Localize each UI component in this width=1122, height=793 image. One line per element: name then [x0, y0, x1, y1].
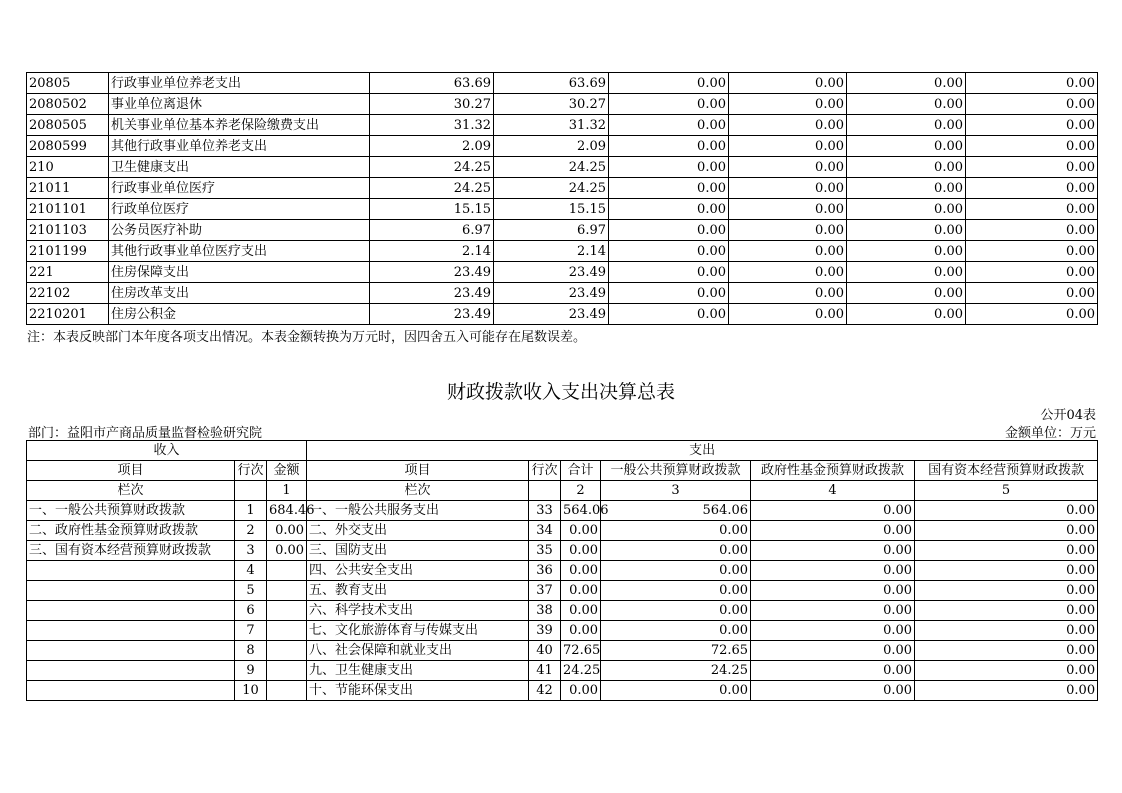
- empty-cell: [235, 481, 267, 501]
- amount-cell: 24.25: [370, 157, 494, 178]
- general-budget-cell: 0.00: [601, 601, 751, 621]
- total-cell: 0.00: [561, 541, 601, 561]
- total-cell: 0.00: [561, 681, 601, 701]
- header-row-3: [27, 481, 1098, 501]
- income-amount-cell: [267, 581, 307, 601]
- code-cell: 22102: [27, 283, 109, 304]
- amount-cell: 0.00: [966, 178, 1098, 199]
- income-row-no-cell: 5: [235, 581, 267, 601]
- amount-cell: 0.00: [847, 199, 966, 220]
- table-row: [27, 501, 1098, 521]
- state-capital-cell: 0.00: [915, 641, 1098, 661]
- table-row: [27, 241, 1098, 262]
- expense-row-no-cell: 40: [529, 641, 561, 661]
- total-cell: 0.00: [561, 581, 601, 601]
- amount-cell: 0.00: [729, 220, 847, 241]
- state-capital-cell: 0.00: [915, 501, 1098, 521]
- state-capital-cell: 0.00: [915, 661, 1098, 681]
- expense-row-no-cell: 35: [529, 541, 561, 561]
- amount-cell: 0.00: [729, 115, 847, 136]
- code-cell: 21011: [27, 178, 109, 199]
- income-header: 收入: [27, 441, 307, 461]
- income-amount-header: 金额: [267, 461, 307, 481]
- amount-cell: 0.00: [847, 136, 966, 157]
- income-item-cell: [27, 681, 235, 701]
- table-row: [27, 262, 1098, 283]
- state-capital-cell: 0.00: [915, 521, 1098, 541]
- index-1: 1: [267, 481, 307, 501]
- code-cell: 2101101: [27, 199, 109, 220]
- general-budget-cell: 0.00: [601, 521, 751, 541]
- expense-row-no-cell: 34: [529, 521, 561, 541]
- state-capital-cell: 0.00: [915, 621, 1098, 641]
- name-cell: 公务员医疗补助: [109, 220, 370, 241]
- state-capital-cell: 0.00: [915, 541, 1098, 561]
- state-capital-header: 国有资本经营预算财政拨款: [915, 461, 1098, 481]
- expense-row-no-cell: 36: [529, 561, 561, 581]
- general-budget-cell: 564.06: [601, 501, 751, 521]
- table-row: [27, 73, 1098, 94]
- table-row: [27, 199, 1098, 220]
- table-row: [27, 304, 1098, 325]
- amount-cell: 0.00: [609, 157, 729, 178]
- name-cell: 卫生健康支出: [109, 157, 370, 178]
- expense-item-cell: 十、节能环保支出: [307, 681, 529, 701]
- amount-cell: 0.00: [609, 304, 729, 325]
- general-budget-cell: 72.65: [601, 641, 751, 661]
- amount-cell: 0.00: [847, 220, 966, 241]
- amount-cell: 6.97: [370, 220, 494, 241]
- name-cell: 住房改革支出: [109, 283, 370, 304]
- amount-cell: 23.49: [370, 304, 494, 325]
- income-row-no-header: 行次: [235, 461, 267, 481]
- general-budget-cell: 0.00: [601, 621, 751, 641]
- gov-fund-cell: 0.00: [751, 601, 915, 621]
- amount-cell: 24.25: [494, 178, 609, 199]
- amount-cell: 30.27: [370, 94, 494, 115]
- income-row-no-cell: 3: [235, 541, 267, 561]
- table-row: [27, 681, 1098, 701]
- amount-cell: 0.00: [966, 157, 1098, 178]
- total-cell: 0.00: [561, 521, 601, 541]
- income-amount-cell: [267, 681, 307, 701]
- income-row-no-cell: 7: [235, 621, 267, 641]
- amount-cell: 2.14: [494, 241, 609, 262]
- income-amount-cell: [267, 561, 307, 581]
- amount-cell: 0.00: [966, 262, 1098, 283]
- expense-index-label: 栏次: [307, 481, 529, 501]
- total-cell: 564.06: [561, 501, 601, 521]
- amount-cell: 0.00: [847, 157, 966, 178]
- table-row: [27, 94, 1098, 115]
- name-cell: 行政单位医疗: [109, 199, 370, 220]
- empty-cell: [529, 481, 561, 501]
- code-cell: 2080505: [27, 115, 109, 136]
- amount-cell: 23.49: [494, 283, 609, 304]
- income-amount-cell: 684.46: [267, 501, 307, 521]
- table-row: [27, 136, 1098, 157]
- amount-cell: 0.00: [729, 94, 847, 115]
- amount-cell: 0.00: [609, 115, 729, 136]
- income-item-cell: [27, 621, 235, 641]
- amount-cell: 63.69: [370, 73, 494, 94]
- table-row: [27, 220, 1098, 241]
- income-item-cell: 二、政府性基金预算财政拨款: [27, 521, 235, 541]
- income-row-no-cell: 6: [235, 601, 267, 621]
- amount-cell: 0.00: [729, 262, 847, 283]
- header-row-1: [27, 441, 1098, 461]
- gov-fund-cell: 0.00: [751, 521, 915, 541]
- total-cell: 72.65: [561, 641, 601, 661]
- expense-item-cell: 四、公共安全支出: [307, 561, 529, 581]
- amount-unit-label: 金额单位：万元: [1004, 426, 1096, 441]
- name-cell: 事业单位离退休: [109, 94, 370, 115]
- expense-detail-table: [26, 72, 1098, 325]
- amount-cell: 23.49: [494, 262, 609, 283]
- name-cell: 其他行政事业单位养老支出: [109, 136, 370, 157]
- amount-cell: 0.00: [966, 283, 1098, 304]
- expense-row-no-cell: 37: [529, 581, 561, 601]
- gov-fund-header: 政府性基金预算财政拨款: [751, 461, 915, 481]
- amount-cell: 0.00: [729, 136, 847, 157]
- general-budget-cell: 0.00: [601, 581, 751, 601]
- general-budget-cell: 0.00: [601, 561, 751, 581]
- amount-cell: 0.00: [729, 73, 847, 94]
- gov-fund-cell: 0.00: [751, 541, 915, 561]
- code-cell: 2101199: [27, 241, 109, 262]
- gov-fund-cell: 0.00: [751, 581, 915, 601]
- amount-cell: 24.25: [370, 178, 494, 199]
- income-row-no-cell: 4: [235, 561, 267, 581]
- gov-fund-cell: 0.00: [751, 501, 915, 521]
- amount-cell: 15.15: [370, 199, 494, 220]
- amount-cell: 0.00: [847, 304, 966, 325]
- name-cell: 行政事业单位养老支出: [109, 73, 370, 94]
- expense-row-no-cell: 42: [529, 681, 561, 701]
- amount-cell: 0.00: [966, 220, 1098, 241]
- amount-cell: 0.00: [609, 220, 729, 241]
- amount-cell: 63.69: [494, 73, 609, 94]
- amount-cell: 0.00: [609, 199, 729, 220]
- income-amount-cell: [267, 661, 307, 681]
- general-budget-cell: 0.00: [601, 681, 751, 701]
- state-capital-cell: 0.00: [915, 681, 1098, 701]
- name-cell: 住房公积金: [109, 304, 370, 325]
- income-item-header: 项目: [27, 461, 235, 481]
- expense-item-cell: 三、国防支出: [307, 541, 529, 561]
- index-3: 3: [601, 481, 751, 501]
- code-cell: 221: [27, 262, 109, 283]
- expense-row-no-cell: 38: [529, 601, 561, 621]
- table-row: [27, 641, 1098, 661]
- income-row-no-cell: 10: [235, 681, 267, 701]
- income-amount-cell: [267, 601, 307, 621]
- expense-item-cell: 五、教育支出: [307, 581, 529, 601]
- code-cell: 20805: [27, 73, 109, 94]
- page-title: 财政拨款收入支出决算总表: [446, 381, 675, 403]
- total-cell: 0.00: [561, 621, 601, 641]
- income-row-no-cell: 8: [235, 641, 267, 661]
- table-row: [27, 601, 1098, 621]
- expense-row-no-cell: 41: [529, 661, 561, 681]
- name-cell: 住房保障支出: [109, 262, 370, 283]
- index-2: 2: [561, 481, 601, 501]
- amount-cell: 0.00: [966, 73, 1098, 94]
- gov-fund-cell: 0.00: [751, 621, 915, 641]
- table-row: [27, 283, 1098, 304]
- form-number: 公开04表: [1040, 408, 1096, 423]
- general-budget-cell: 0.00: [601, 541, 751, 561]
- income-item-cell: 三、国有资本经营预算财政拨款: [27, 541, 235, 561]
- table-row: [27, 561, 1098, 581]
- amount-cell: 24.25: [494, 157, 609, 178]
- fiscal-summary-table: [26, 440, 1098, 701]
- amount-cell: 31.32: [370, 115, 494, 136]
- amount-cell: 0.00: [609, 283, 729, 304]
- total-header: 合计: [561, 461, 601, 481]
- code-cell: 210: [27, 157, 109, 178]
- index-4: 4: [751, 481, 915, 501]
- department-label: 部门：益阳市产商品质量监督检验研究院: [28, 426, 263, 441]
- amount-cell: 0.00: [609, 136, 729, 157]
- index-5: 5: [915, 481, 1098, 501]
- table-row: [27, 621, 1098, 641]
- table-row: [27, 661, 1098, 681]
- amount-cell: 0.00: [966, 136, 1098, 157]
- table-row: [27, 521, 1098, 541]
- amount-cell: 0.00: [966, 115, 1098, 136]
- expense-item-cell: 九、卫生健康支出: [307, 661, 529, 681]
- income-row-no-cell: 2: [235, 521, 267, 541]
- code-cell: 2210201: [27, 304, 109, 325]
- income-amount-cell: [267, 641, 307, 661]
- gov-fund-cell: 0.00: [751, 661, 915, 681]
- amount-cell: 0.00: [966, 199, 1098, 220]
- amount-cell: 0.00: [847, 262, 966, 283]
- state-capital-cell: 0.00: [915, 561, 1098, 581]
- amount-cell: 0.00: [847, 283, 966, 304]
- amount-cell: 2.09: [494, 136, 609, 157]
- table-row: [27, 115, 1098, 136]
- amount-cell: 23.49: [370, 283, 494, 304]
- income-index-label: 栏次: [27, 481, 235, 501]
- state-capital-cell: 0.00: [915, 601, 1098, 621]
- state-capital-cell: 0.00: [915, 581, 1098, 601]
- amount-cell: 0.00: [847, 73, 966, 94]
- amount-cell: 0.00: [966, 94, 1098, 115]
- income-item-cell: [27, 561, 235, 581]
- income-amount-cell: 0.00: [267, 521, 307, 541]
- amount-cell: 0.00: [729, 241, 847, 262]
- expense-item-cell: 八、社会保障和就业支出: [307, 641, 529, 661]
- expense-item-cell: 二、外交支出: [307, 521, 529, 541]
- general-budget-cell: 24.25: [601, 661, 751, 681]
- amount-cell: 0.00: [609, 241, 729, 262]
- header-row-2: [27, 461, 1098, 481]
- expense-item-cell: 一、一般公共服务支出: [307, 501, 529, 521]
- income-item-cell: [27, 581, 235, 601]
- amount-cell: 0.00: [847, 94, 966, 115]
- expense-item-cell: 六、科学技术支出: [307, 601, 529, 621]
- amount-cell: 0.00: [609, 73, 729, 94]
- expense-item-cell: 七、文化旅游体育与传媒支出: [307, 621, 529, 641]
- code-cell: 2080502: [27, 94, 109, 115]
- amount-cell: 0.00: [966, 241, 1098, 262]
- total-cell: 24.25: [561, 661, 601, 681]
- amount-cell: 0.00: [609, 262, 729, 283]
- gov-fund-cell: 0.00: [751, 561, 915, 581]
- amount-cell: 2.09: [370, 136, 494, 157]
- income-row-no-cell: 9: [235, 661, 267, 681]
- table-row: [27, 541, 1098, 561]
- expense-row-no-cell: 33: [529, 501, 561, 521]
- general-budget-header: 一般公共预算财政拨款: [601, 461, 751, 481]
- income-amount-cell: 0.00: [267, 541, 307, 561]
- income-item-cell: [27, 661, 235, 681]
- amount-cell: 0.00: [847, 115, 966, 136]
- amount-cell: 23.49: [494, 304, 609, 325]
- amount-cell: 0.00: [609, 178, 729, 199]
- expense-row-no-header: 行次: [529, 461, 561, 481]
- table-note: 注：本表反映部门本年度各项支出情况。本表金额转换为万元时，因四舍五入可能存在尾数误差。: [27, 330, 587, 345]
- expense-header: 支出: [307, 441, 1098, 461]
- income-item-cell: [27, 641, 235, 661]
- table-row: [27, 581, 1098, 601]
- total-cell: 0.00: [561, 561, 601, 581]
- code-cell: 2080599: [27, 136, 109, 157]
- name-cell: 机关事业单位基本养老保险缴费支出: [109, 115, 370, 136]
- gov-fund-cell: 0.00: [751, 681, 915, 701]
- income-item-cell: 一、一般公共预算财政拨款: [27, 501, 235, 521]
- amount-cell: 0.00: [729, 157, 847, 178]
- amount-cell: 0.00: [729, 304, 847, 325]
- code-cell: 2101103: [27, 220, 109, 241]
- income-row-no-cell: 1: [235, 501, 267, 521]
- amount-cell: 15.15: [494, 199, 609, 220]
- name-cell: 行政事业单位医疗: [109, 178, 370, 199]
- amount-cell: 2.14: [370, 241, 494, 262]
- amount-cell: 23.49: [370, 262, 494, 283]
- amount-cell: 31.32: [494, 115, 609, 136]
- table-row: [27, 157, 1098, 178]
- amount-cell: 0.00: [847, 178, 966, 199]
- table-row: [27, 178, 1098, 199]
- amount-cell: 0.00: [609, 94, 729, 115]
- gov-fund-cell: 0.00: [751, 641, 915, 661]
- name-cell: 其他行政事业单位医疗支出: [109, 241, 370, 262]
- income-amount-cell: [267, 621, 307, 641]
- total-cell: 0.00: [561, 601, 601, 621]
- expense-item-header: 项目: [307, 461, 529, 481]
- expense-row-no-cell: 39: [529, 621, 561, 641]
- amount-cell: 0.00: [729, 283, 847, 304]
- amount-cell: 0.00: [847, 241, 966, 262]
- amount-cell: 0.00: [966, 304, 1098, 325]
- amount-cell: 30.27: [494, 94, 609, 115]
- income-item-cell: [27, 601, 235, 621]
- amount-cell: 0.00: [729, 199, 847, 220]
- amount-cell: 6.97: [494, 220, 609, 241]
- amount-cell: 0.00: [729, 178, 847, 199]
